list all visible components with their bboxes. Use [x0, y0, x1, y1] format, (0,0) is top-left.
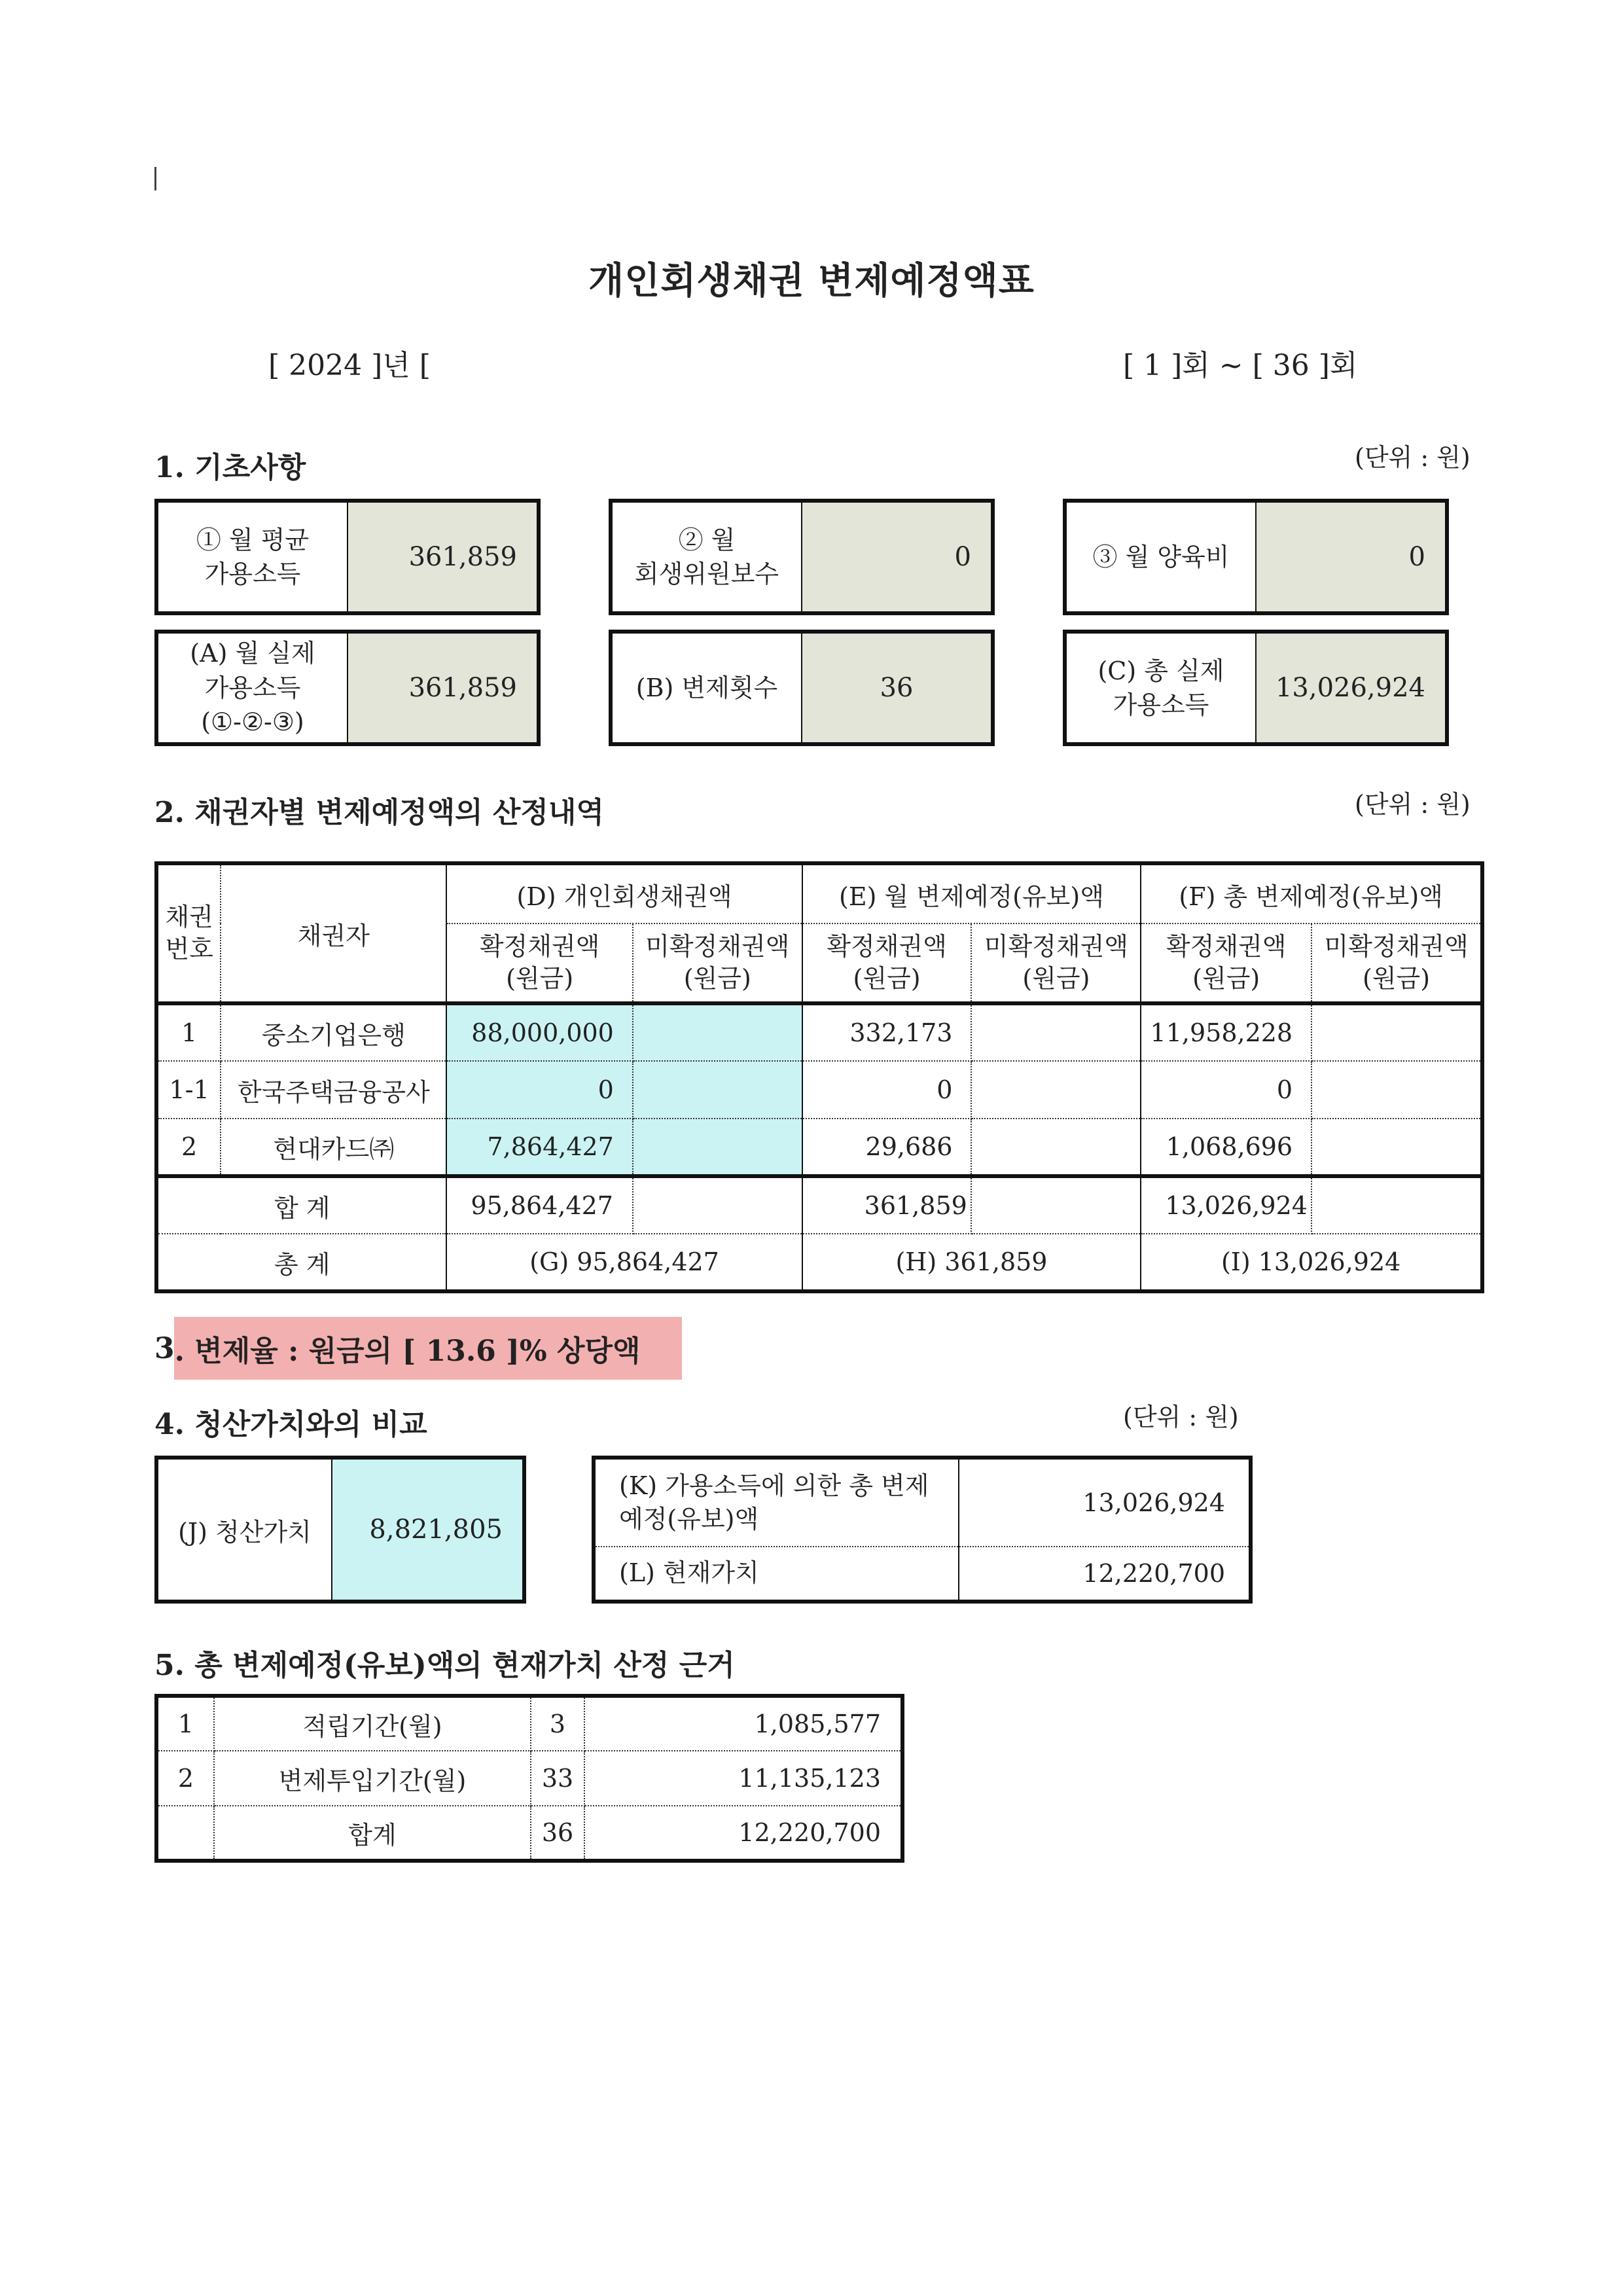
- repay-count-value: 36: [802, 634, 991, 742]
- row-d-unconfirmed: [633, 1061, 802, 1119]
- table-row: [156, 1751, 902, 1806]
- row-d-unconfirmed: [633, 1003, 802, 1061]
- year-label: [ 2024 ]년 [: [268, 349, 431, 382]
- group-header-e: (E) 월 변제예정(유보)액: [802, 863, 1141, 924]
- col-header-no: 채권 번호: [156, 863, 221, 1003]
- table-row: [156, 1119, 1482, 1176]
- row-label: 합계: [214, 1806, 531, 1861]
- section5-heading: 5. 총 변제예정(유보)액의 현재가치 산정 근거: [154, 1649, 735, 1682]
- unit-label-4: (단위 : 원): [1123, 1403, 1239, 1431]
- row-amount: 1,085,577: [584, 1696, 902, 1751]
- row-f-confirmed: 1,068,696: [1141, 1119, 1311, 1176]
- liquidation-label: (J) 청산가치: [158, 1460, 332, 1600]
- monthly-avg-income-label: ① 월 평균 가용소득: [158, 503, 348, 611]
- row-f-unconfirmed: [1311, 1003, 1482, 1061]
- subtotal-d-confirmed: 95,864,427: [446, 1176, 632, 1234]
- subtotal-e-confirmed: 361,859: [802, 1176, 972, 1234]
- child-support-box: [1063, 499, 1449, 615]
- repayment-rate: [154, 1317, 682, 1380]
- row-months: 3: [531, 1696, 584, 1751]
- trustee-fee-box: [609, 499, 995, 615]
- row-amount: 12,220,700: [584, 1806, 902, 1861]
- total-i: (I) 13,026,924: [1141, 1234, 1482, 1291]
- trustee-fee-label: ② 월 회생위원보수: [613, 503, 802, 611]
- sub-header-e-unconfirmed: 미확정채권액 (원금): [971, 924, 1141, 1003]
- subtotal-row: [156, 1176, 1482, 1234]
- row-e-unconfirmed: [971, 1119, 1141, 1176]
- table-row: [156, 1003, 1482, 1061]
- sub-header-f-unconfirmed: 미확정채권액 (원금): [1311, 924, 1482, 1003]
- l-label: (L) 현재가치: [594, 1547, 959, 1602]
- monthly-avg-income-box: [154, 499, 541, 615]
- total-label: 총 계: [156, 1234, 446, 1291]
- row-no: 1-1: [156, 1061, 221, 1119]
- row-label: 적립기간(월): [214, 1696, 531, 1751]
- actual-income-box: [154, 630, 541, 746]
- row-creditor: 현대카드㈜: [221, 1119, 446, 1176]
- row-no: 2: [156, 1751, 214, 1806]
- row-d-confirmed: 0: [446, 1061, 632, 1119]
- document-title: 개인회생채권 변제예정액표: [588, 259, 1035, 302]
- total-income-label: (C) 총 실제 가용소득: [1067, 634, 1257, 742]
- sub-header-e-confirmed: 확정채권액 (원금): [802, 924, 972, 1003]
- present-value-basis-table: [154, 1694, 904, 1863]
- repay-count-label: (B) 변제횟수: [613, 634, 802, 742]
- subtotal-e-unconfirmed: [971, 1176, 1141, 1234]
- liquidation-value: 8,821,805: [332, 1460, 522, 1600]
- total-g: (G) 95,864,427: [446, 1234, 802, 1291]
- row-f-confirmed: 11,958,228: [1141, 1003, 1311, 1061]
- subtotal-f-confirmed: 13,026,924: [1141, 1176, 1311, 1234]
- total-income-box: [1063, 630, 1449, 746]
- rate-prefix: 3: [154, 1331, 175, 1365]
- group-header-f: (F) 총 변제예정(유보)액: [1141, 863, 1482, 924]
- section4-heading: 4. 청산가치와의 비교: [154, 1408, 427, 1441]
- sub-header-f-confirmed: 확정채권액 (원금): [1141, 924, 1311, 1003]
- actual-income-label: (A) 월 실제 가용소득 (①-②-③): [158, 634, 348, 742]
- row-d-confirmed: 88,000,000: [446, 1003, 632, 1061]
- sub-header-d-confirmed: 확정채권액 (원금): [446, 924, 632, 1003]
- creditor-repayment-table: [154, 861, 1484, 1293]
- row-no: 1: [156, 1003, 221, 1061]
- row-amount: 11,135,123: [584, 1751, 902, 1806]
- table-row: [156, 1806, 902, 1861]
- row-f-unconfirmed: [1311, 1119, 1482, 1176]
- table-row: [156, 1696, 902, 1751]
- sub-header-d-unconfirmed: 미확정채권액 (원금): [633, 924, 802, 1003]
- section1-heading: 1. 기초사항: [154, 451, 306, 484]
- row-label: 변제투입기간(월): [214, 1751, 531, 1806]
- row-no: 1: [156, 1696, 214, 1751]
- rate-text: . 변제율 : 원금의 [ 13.6 ]% 상당액: [174, 1335, 641, 1368]
- row-no: 2: [156, 1119, 221, 1176]
- subtotal-label: 합 계: [156, 1176, 446, 1234]
- section2-heading: 2. 채권자별 변제예정액의 산정내역: [154, 796, 604, 829]
- subtotal-d-unconfirmed: [633, 1176, 802, 1234]
- child-support-label: ③ 월 양육비: [1067, 503, 1257, 611]
- subtotal-f-unconfirmed: [1311, 1176, 1482, 1234]
- monthly-avg-income-value: 361,859: [348, 503, 537, 611]
- table-row: [156, 1061, 1482, 1119]
- row-creditor: 한국주택금융공사: [221, 1061, 446, 1119]
- row-e-confirmed: 0: [802, 1061, 972, 1119]
- liquidation-value-box: [154, 1456, 526, 1604]
- row-e-confirmed: 29,686: [802, 1119, 972, 1176]
- total-h: (H) 361,859: [802, 1234, 1141, 1291]
- repay-count-box: [609, 630, 995, 746]
- row-d-unconfirmed: [633, 1119, 802, 1176]
- unit-label-1: (단위 : 원): [1355, 443, 1471, 472]
- total-income-value: 13,026,924: [1257, 634, 1445, 742]
- row-e-unconfirmed: [971, 1003, 1141, 1061]
- unit-label-2: (단위 : 원): [1355, 790, 1471, 819]
- period-label: [ 1 ]회 ~ [ 36 ]회: [1123, 349, 1358, 382]
- total-row: [156, 1234, 1482, 1291]
- row-e-unconfirmed: [971, 1061, 1141, 1119]
- row-no: [156, 1806, 214, 1861]
- row-months: 33: [531, 1751, 584, 1806]
- l-value: 12,220,700: [959, 1547, 1251, 1602]
- group-header-d: (D) 개인회생채권액: [446, 863, 802, 924]
- col-header-creditor: 채권자: [221, 863, 446, 1003]
- row-f-unconfirmed: [1311, 1061, 1482, 1119]
- text-cursor: [154, 167, 156, 190]
- row-e-confirmed: 332,173: [802, 1003, 972, 1061]
- row-f-confirmed: 0: [1141, 1061, 1311, 1119]
- k-label: (K) 가용소득에 의한 총 변제 예정(유보)액: [594, 1458, 959, 1547]
- row-d-confirmed: 7,864,427: [446, 1119, 632, 1176]
- actual-income-value: 361,859: [348, 634, 537, 742]
- comparison-table: [592, 1456, 1253, 1604]
- k-value: 13,026,924: [959, 1458, 1251, 1547]
- row-months: 36: [531, 1806, 584, 1861]
- row-creditor: 중소기업은행: [221, 1003, 446, 1061]
- trustee-fee-value: 0: [802, 503, 991, 611]
- child-support-value: 0: [1257, 503, 1445, 611]
